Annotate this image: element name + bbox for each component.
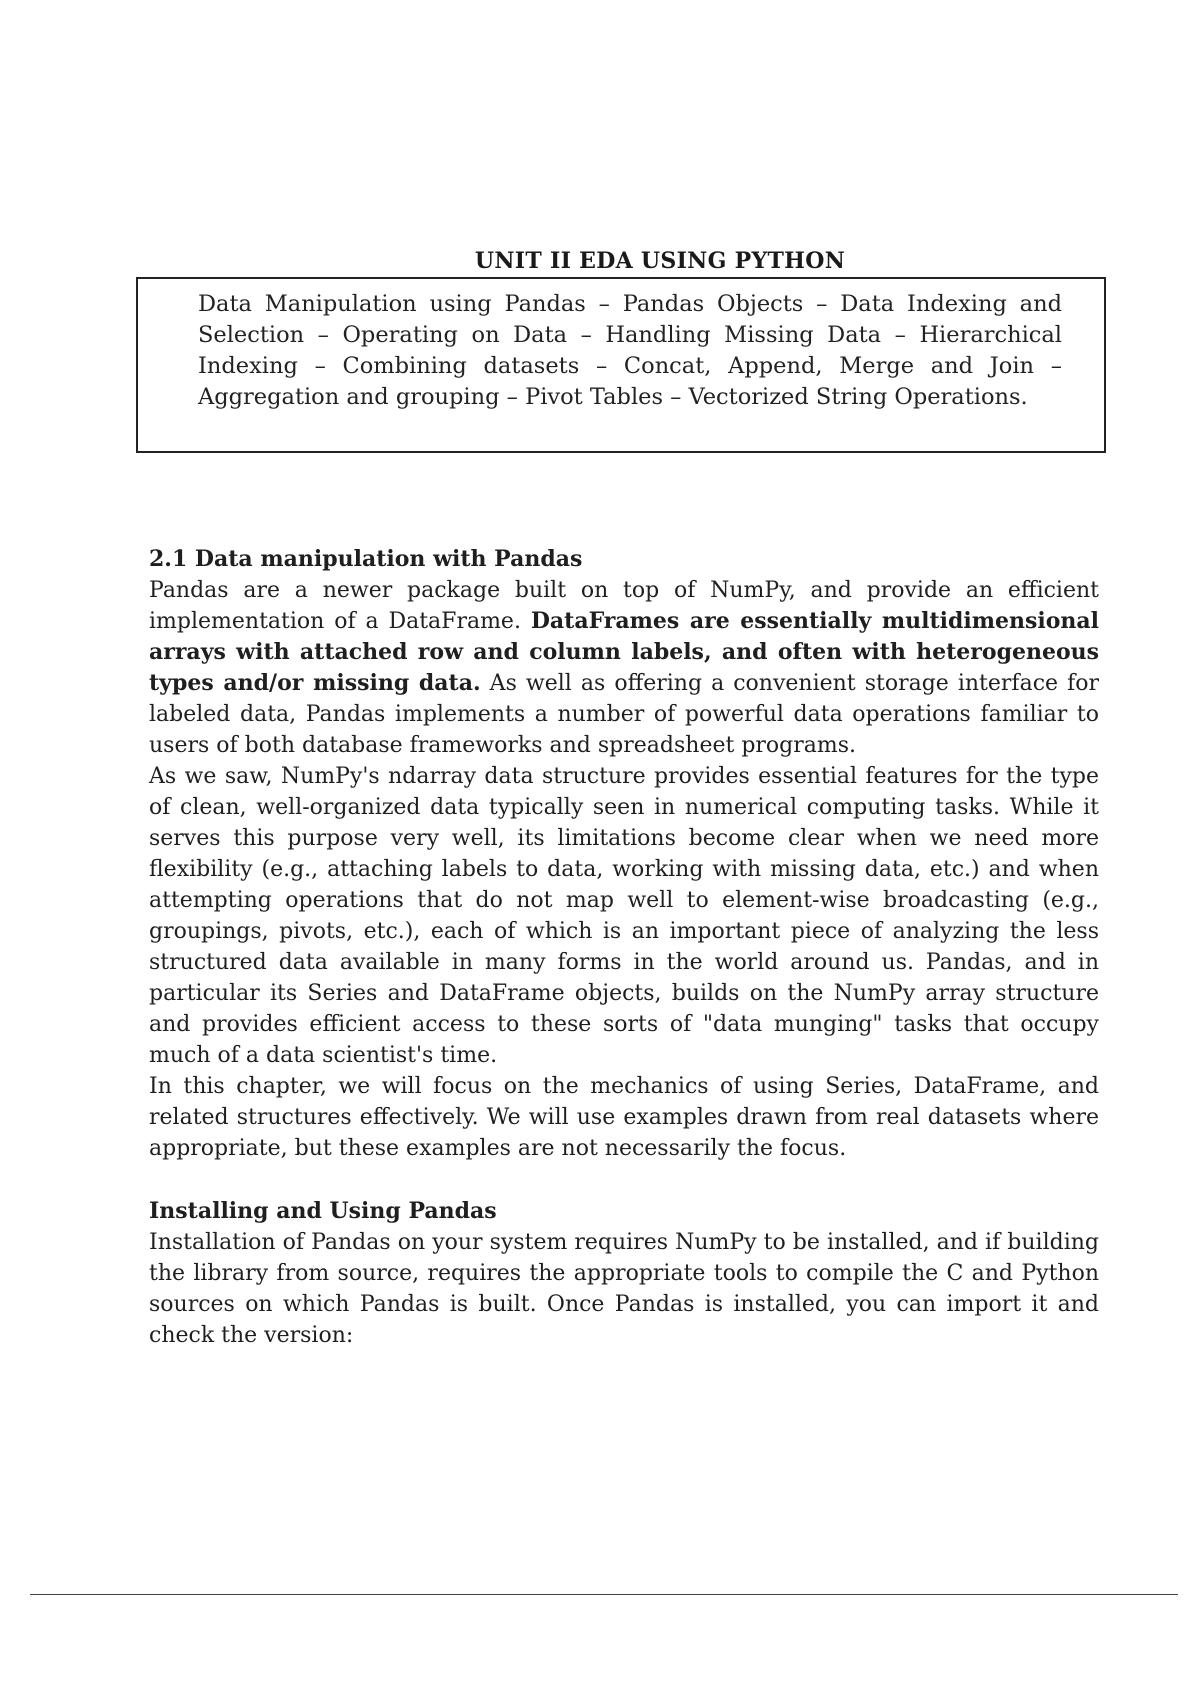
section-heading: 2.1 Data manipulation with Pandas [149, 546, 583, 572]
paragraph-installing: Installation of Pandas on your system requires NumPy to be installed, and if building the library from source, requires the appropriate tools to compile the C and Python sources on which Pandas is built. Once Pandas is installed, you can import it and check the version: [149, 1230, 1099, 1348]
paragraph-intro [149, 575, 1099, 761]
syllabus-box [136, 277, 1106, 453]
main-content [149, 544, 1099, 1351]
installing-heading: Installing and Using Pandas [149, 1198, 497, 1224]
paragraph-intro-start: Pandas are a newer package built on top of NumPy, and provide an efficient implementation of a DataFrame. [149, 578, 1099, 634]
paragraph-ndarray: As we saw, NumPy's ndarray data structure provides essential features for the type of clean, well-organized data typically seen in numerical computing tasks. While it serves this purpose very well, its limitations become clear when we need more flexibility (e.g., attaching labels to data, working with missing data, etc.) and when attempting operations that do not map well to element-wise broadcasting (e.g., groupings, pivots, etc.), each of which is an important piece of analyzing the less structured data available in many forms in the world around us. Pandas, and in particular its Series and DataFrame objects, builds on the NumPy array structure and provides efficient access to these sorts of "data munging" tasks that occupy much of a data scientist's time. [149, 764, 1099, 1068]
syllabus-text: Data Manipulation using Pandas – Pandas Objects – Data Indexing and Selection – Operating on Data – Handling Missing Data – Hierarchical Indexing – Combining datasets – Concat, Append, Merge and Join – Aggregation and grouping – Pivot Tables – Vectorized String Operations. [198, 291, 1062, 410]
footer-rule [30, 1594, 1178, 1595]
paragraph-intro-end: As well as offering a convenient storage interface for labeled data, Pandas implements a number of powerful data operations familiar to users of both database frameworks and spreadsheet programs. [149, 671, 1099, 758]
unit-title: UNIT II EDA USING PYTHON [474, 248, 846, 274]
paragraph-chapter-focus: In this chapter, we will focus on the mechanics of using Series, DataFrame, and related structures effectively. We will use examples drawn from real datasets where appropriate, but these examples are not necessarily the focus. [149, 1074, 1099, 1161]
paragraph-intro-bold: DataFrames are essentially multidimensional arrays with attached row and column labels, and often with heterogeneous types and/or missing data. [149, 608, 1100, 696]
